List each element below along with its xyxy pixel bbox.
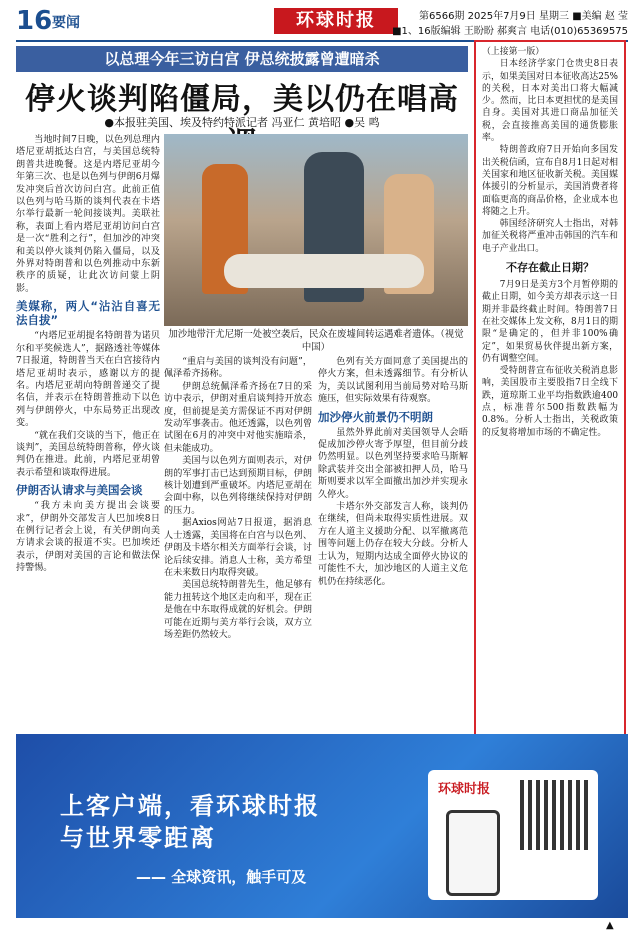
article-column-3: [318, 356, 468, 730]
editor-info: [392, 22, 628, 37]
paragraph: 美国与以色列方面则表示，对伊朗的军事打击已达到预期目标，伊朗核计划遭到严重破坏。内塔尼亚胡在会面中称，以色列将继续保持对伊朗的压力。: [164, 456, 312, 516]
paragraph: 韩国经济研究人士指出，对韩加征关税将严重冲击韩国的汽车和电子产业出口。: [482, 219, 618, 254]
subheadline: 以总理今年三访白宫 伊总统披露曾遭暗杀: [16, 46, 468, 72]
sidebar-heading: 不存在截止日期？: [506, 261, 594, 275]
photo-caption: 加沙地带汗尤尼斯一处被空袭后，民众在废墟间转运遇难者遗体。（视觉中国）: [168, 329, 464, 353]
section-heading: 美媒称，两人“沾沾自喜无法自拔”: [16, 299, 160, 328]
masthead-logo: 环球时报: [274, 8, 398, 34]
editors-line2: ■1、16版编辑 王盼盼 郝爽言: [392, 26, 528, 37]
ad-card: [428, 770, 598, 900]
paragraph: 虽然外界此前对美国领导人会晤促成加沙停火寄予厚望，但目前分歧仍然明显。以色列坚持要求哈马斯解除武装并交出全部被扣押人员，哈马斯则要求以军全面撤出加沙并实现永久停火。: [318, 427, 468, 500]
app-advertisement[interactable]: [16, 734, 628, 918]
section-name: 要闻: [52, 15, 80, 31]
paragraph: 卡塔尔外交部发言人称，谈判仍在继续，但尚未取得实质性进展。双方在人道主义援助分配、以军撤离范围等问题上仍存在较大分歧。分析人士认为，短期内达成全面停火协议的可能性不大，加沙地区的人道主义危机仍在持续恶化。: [318, 502, 468, 587]
ad-slogan: —— 全球资讯，触手可及: [136, 868, 307, 886]
paragraph: 日本经济学家门仓贵史8日表示，如果美国对日本征收高达25%的关税，日本对美出口将大幅减少。然而，比日本更担忧的是美国自身。美国对其进口商品加征关税，会直接推高美国的通货膨胀率。: [482, 59, 618, 144]
paragraph: 色列有关方面同意了美国提出的停火方案，但未透露细节。有分析认为，美以试图利用当前局势对哈马斯施压，但实际效果有待观察。: [318, 357, 468, 405]
paragraph: 受特朗普宣布征收关税消息影响，美国股市主要股指7日全线下跌，道琼斯工业平均指数跌逾400点，标准普尔500指数跌幅为0.8%。分析人士指出，关税政策的反复将增加市场的不确定性。: [482, 366, 618, 438]
issue-info: [419, 7, 628, 22]
photo-shroud: [224, 254, 424, 288]
ad-line-2: 与世界零距离: [60, 824, 216, 852]
issue-date: 2025年7月9日: [467, 11, 536, 22]
paragraph: 当地时间7日晚，以色列总理内塔尼亚胡抵达白宫，与美国总统特朗普共进晚餐。这是内塔尼亚胡今年第三次、也是以色列与伊朗6月爆发冲突后首次访问白宫。此前正值以色列与哈马斯的谈判代表在卡塔尔举行最新一轮间接谈判。美联社称，表面上看内塔尼亚胡访问白宫是一次“胜利之行”，但加沙的冲突和美以停火谈判仍陷入僵局，以及外界对特朗普和以色列推动中东新秩序的质疑，让此次访问蒙上阴影。: [16, 135, 160, 294]
continued-article-box: [474, 40, 626, 855]
paragraph: 特朗普政府7日开始向多国发出关税信函，宣布自8月1日起对相关国家和地区征收新关税。美国媒体援引的分析显示，美国消费者将面临更高的商品价格，企业成本也将随之上升。: [482, 145, 618, 217]
end-mark: ▲: [606, 920, 614, 931]
qr-code-icon[interactable]: [520, 780, 590, 850]
paragraph: 7月9日是美方3个月暂停期的截止日期，如今美方却表示这一日期并非最终截止时间。特朗普7日在社交媒体上发文称，8月1日的期限“是确定的，但并非100%确定”，如果贸易伙伴提出新方案，仍有调整空间。: [482, 280, 618, 364]
phone: 电话(010)65369575: [530, 26, 628, 37]
continued-label: （上接第一版）: [482, 47, 545, 57]
article-column-2: [164, 356, 312, 730]
issue-number: 第6566期: [418, 11, 465, 22]
ad-line-1: 上客户端，看环球时报: [60, 792, 320, 820]
paragraph: “内塔尼亚胡提名特朗普为诺贝尔和平奖候选人”，据路透社等媒体7日报道，特朗普当天在白宫接待内塔尼亚胡时表示，感谢以方的提名。内塔尼亚胡向特朗普递交了提名信，并表示在特朗普推动下以色列与伊朗停火，中东局势正出现改变。: [16, 331, 160, 429]
page-number: 16: [16, 6, 53, 36]
phone-icon: [446, 810, 500, 896]
headline: 停火谈判陷僵局，美以仍在唱高: [25, 82, 459, 117]
editors-line1: ■美编 赵 莹: [572, 11, 628, 22]
paragraph: 伊朗总统佩泽希齐扬在7日的采访中表示，伊朗对重启谈判持开放态度，但前提是美方需保证不再对伊朗发动军事袭击。他还透露，以色列曾试图在6月的冲突中对他实施暗杀，但未能成功。: [164, 381, 312, 454]
news-photo: [164, 134, 468, 326]
paragraph: “就在我们交谈的当下，他正在谈判”，美国总统特朗普称，停火谈判仍在推进。此前，内塔尼亚胡曾表示希望和谈取得进展。: [16, 430, 160, 478]
paragraph: 据Axios网站7日报道，据消息人士透露，美国将在白宫与以色列、伊朗及卡塔尔相关方面举行会谈，讨论后续安排。消息人士称，美方希望在未来数日内取得突破。: [164, 518, 312, 578]
issue-weekday: 星期三: [539, 11, 569, 22]
section-heading: 伊朗否认请求与美国会谈: [16, 483, 143, 498]
article-column-1: [16, 134, 160, 730]
byline: ●本报驻美国、埃及特约特派记者 冯亚仁 黄培昭 ●吴 鸣: [104, 116, 380, 129]
paragraph: 美国总统特朗普先生，他足够有能力扭转这个地区走向和平，现在正是他在中东取得成就的好机会。伊朗可能在近期与美方举行会谈，双方立场差距仍然较大。: [164, 580, 312, 640]
ad-card-logo: 环球时报: [438, 782, 491, 797]
paragraph: “我方未向美方提出会谈要求”，伊朗外交部发言人巴加埃8日在例行记者会上说，有关伊朗向美方请求会谈的报道不实。巴加埃还表示，伊朗对美国的言论和做法保持警惕。: [16, 501, 160, 574]
paragraph: “重启与美国的谈判没有问题”，佩泽希齐扬称。: [164, 357, 312, 380]
page-header: [16, 4, 628, 40]
section-heading: 加沙停火前景仍不明朗: [318, 409, 433, 424]
